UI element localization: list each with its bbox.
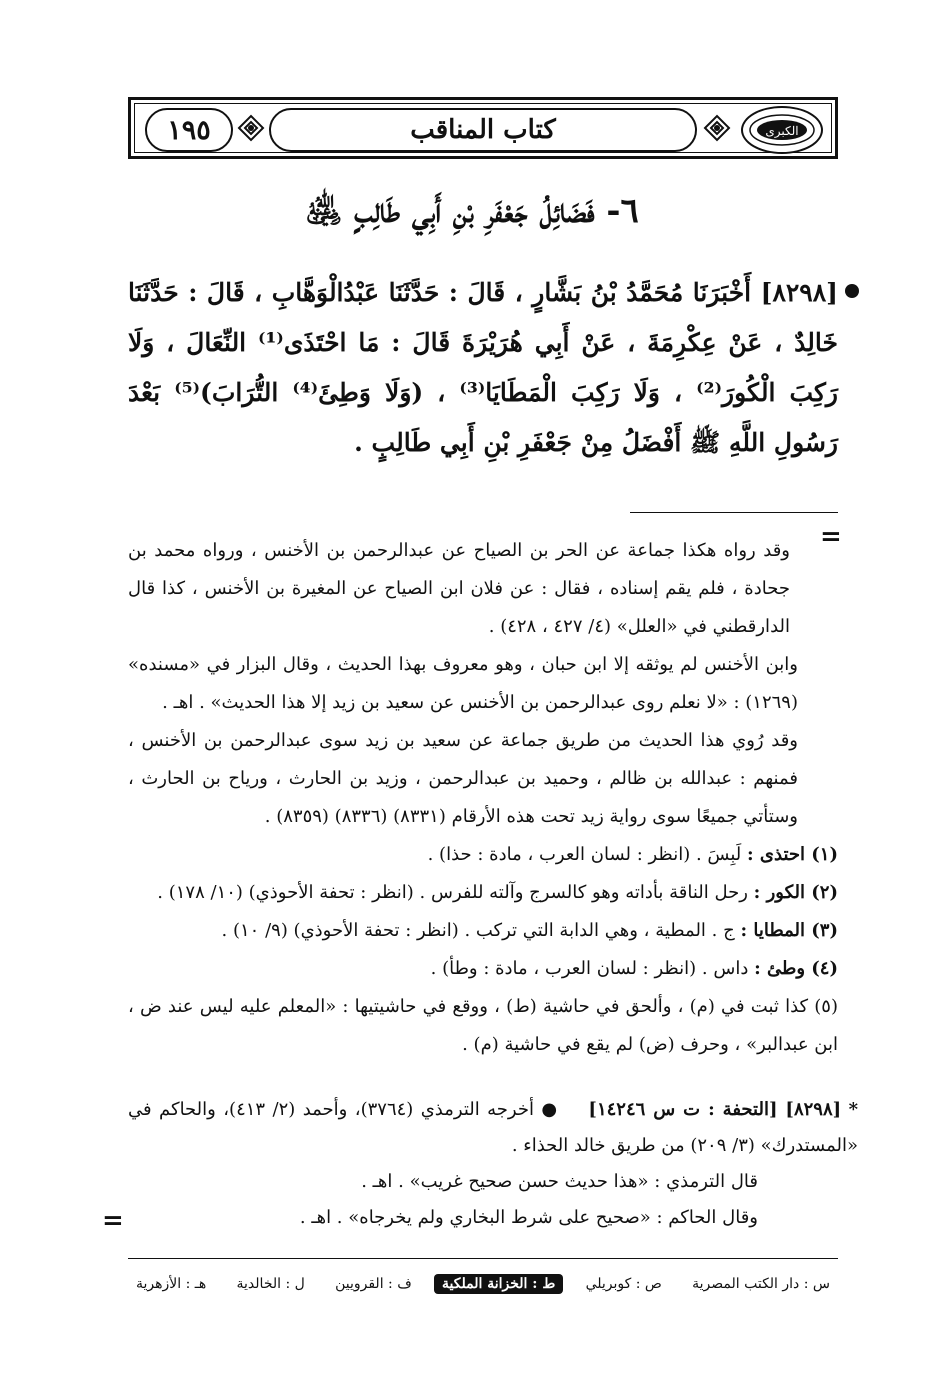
footnote-text: لَبِسَ . (انظر : لسان العرب ، مادة : حذا) . [427, 844, 742, 865]
sigla-s: س : دار الكتب المصرية [692, 1276, 830, 1292]
footnote-label: (١) احتذى : [747, 844, 838, 865]
seal-ornament-icon [747, 112, 817, 148]
continuation-mark: = [820, 522, 842, 552]
footnote-text: رحل الناقة بأداته وهو كالسرج وآلته للفرس . (انظر : تحفة الأحوذي) (١٠/ ١٧٨) . [157, 882, 748, 903]
page-number: ١٩٥ [145, 108, 233, 152]
footer-rule [128, 1258, 838, 1259]
footnote-1 [128, 836, 838, 874]
sigla-sad: ص : كوبريلي [585, 1276, 662, 1292]
book-title-cartouche [269, 108, 697, 152]
takhrij-first-line [128, 1092, 858, 1164]
takhrij-head: [٨٢٩٨] [التحفة : ت س ١٤٢٤٦] [588, 1099, 842, 1120]
footnote-5: (٥) كذا ثبت في (م) ، وألحق في حاشية (ط) ، ووقع في حاشيتيها : «المعلم عليه ليس عند ض ، ابن عبدالبر» ، وحرف (ض) لم يقع في حاشية (م) . [128, 996, 838, 1055]
takhrij-text: ● أخرجه الترمذي (٣٧٦٤)، وأحمد (٢/ ٤١٣)، والحاكم في «المستدرك» (٣/ ٢٠٩) من طريق خالد الحذاء . [128, 1099, 858, 1156]
sigla-fa: ف : القرويين [335, 1276, 412, 1292]
seal-label: الكبرى [765, 124, 799, 138]
knot-ornament-icon [701, 112, 733, 144]
takhrij-section [128, 1092, 858, 1236]
footnote-text: ج . المطية ، وهي الدابة التي تركب . (انظر : تحفة الأحوذي) (٩/ ١٠) . [221, 920, 735, 941]
footnote-paragraph: وقد رُوي هذا الحديث من طريق جماعة عن سعيد بن زيد سوى عبدالرحمن بن الأخنس ، فمنهم : عبدالله بن ظالم ، وحميد بن عبدالرحمن ، وزيد بن الحارث ، ورياح بن الحارث ، وستأتي جميعًا سوى رواية زيد تحت هذه الأرقام (٨٣٣١) (٨٣٣٦) (٨٣٥٩) . [128, 730, 798, 827]
chapter-title: ٦- فَضَائِلُ جَعْفَرِ بْنِ أَبِي طَالِبٍ ﵁ [305, 191, 639, 231]
footnote-paragraph: وقد رواه هكذا جماعة عن الحر بن الصياح عن عبدالرحمن بن الأخنس ، ورواه محمد بن جحادة ، فلم يقم إسناده ، فقال : عن فلان ابن الصياح عن المغيرة بن الأخنس ، كذا قال الدارقطني في «العلل» (٤/ ٤٢٧ ، ٤٢٨) . [128, 540, 790, 637]
footnote-separator [630, 512, 838, 513]
manuscript-sigla-footer [128, 1268, 838, 1300]
sigla-lam: ل : الخالدية [236, 1276, 305, 1292]
footnote-label: (٣) المطايا : [740, 920, 838, 941]
running-header [128, 97, 838, 159]
footnote-label: (٤) وطئ : [754, 958, 838, 979]
book-title: كتاب المناقب [410, 115, 556, 145]
sigla-ta: ط : الخزانة الملكية [434, 1274, 563, 1294]
knot-ornament-icon [235, 112, 267, 144]
footnote-4 [128, 950, 838, 988]
hadith-bullet-icon [845, 284, 859, 298]
footnote-2 [128, 874, 838, 912]
hadith-text: [٨٢٩٨] أَخْبَرَنَا مُحَمَّدُ بْنُ بَشَّارٍ ، قَالَ : حَدَّثَنَا عَبْدُالْوَهَّابِ ، قَالَ : حَدَّثَنَا خَالِدٌ ، عَنْ عِكْرِمَةَ ، عَنْ أَبِي هُرَيْرَةَ قَالَ : مَا احْتَذَى⁽¹⁾ النِّعَالَ ، وَلَا رَكِبَ الْكُورَ⁽²⁾ ، وَلَا رَكِبَ الْمَطَايَا⁽³⁾ ، (وَلَا وَطِئَ⁽⁴⁾ التُّرَابَ)⁽⁵⁾ بَعْدَ رَسُولِ اللَّهِ ﷺ أَفْضَلُ مِنْ جَعْفَرِ بْنِ أَبِي طَالِبٍ . [128, 278, 838, 457]
footnotes [128, 532, 838, 1064]
continuation-mark: = [102, 1206, 124, 1236]
takhrij-star: * [848, 1099, 858, 1120]
footnote-3 [128, 912, 838, 950]
takhrij-quote: وقال الحاكم : «صحيح على شرط البخاري ولم يخرجاه» . اهـ . [299, 1207, 758, 1228]
publisher-seal [741, 106, 823, 154]
sigla-ha: هـ : الأزهرية [136, 1276, 207, 1292]
footnote-label: (٢) الكور : [753, 882, 838, 903]
takhrij-quote: قال الترمذي : «هذا حديث حسن صحيح غريب» . اهـ . [361, 1171, 758, 1192]
footnote-paragraph: وابن الأخنس لم يوثقه إلا ابن حبان ، وهو معروف بهذا الحديث ، وقال البزار في «مسنده» (١٢٦٩) : «لا نعلم روى عبدالرحمن بن الأخنس عن سعيد بن زيد إلا هذا الحديث» . اهـ . [128, 654, 798, 713]
footnote-text: داس . (انظر : لسان العرب ، مادة : وطأ) . [430, 958, 749, 979]
